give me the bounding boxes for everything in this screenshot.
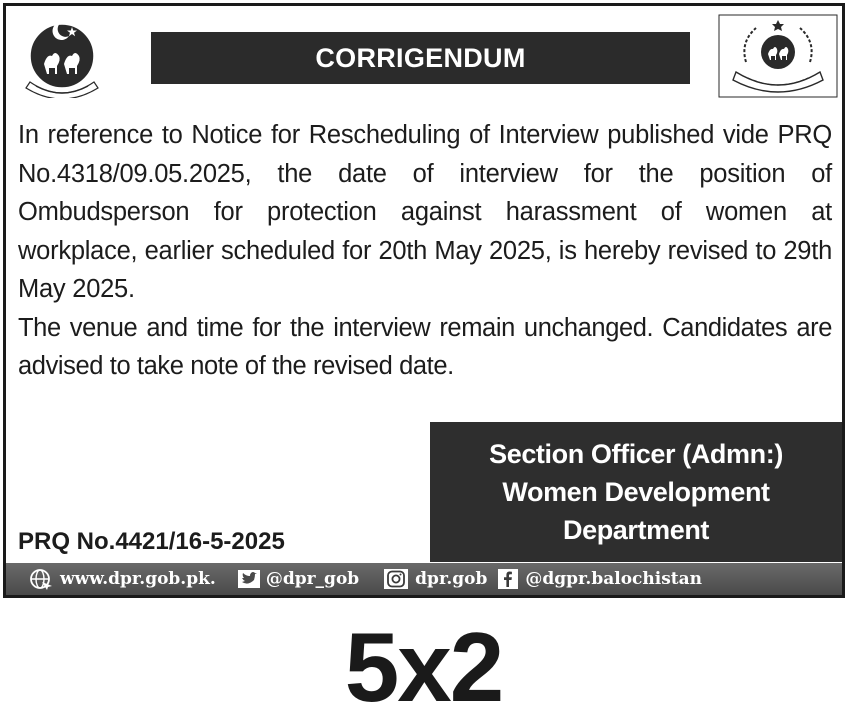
notice-body [18, 116, 832, 386]
instagram-handle: dpr.gob [415, 569, 488, 589]
social-footer-bar [6, 563, 842, 595]
notice-paragraph-2: The venue and time for the interview remain unchanged. Candidates are advised to take note of the revised date. [18, 313, 832, 380]
signatory-line-2: Women Development [502, 477, 770, 507]
signatory-line-3: Department [562, 515, 710, 545]
dgpr-emblem-logo [718, 14, 838, 98]
footer-instagram [383, 568, 487, 590]
footer-twitter [238, 569, 359, 589]
facebook-handle: @dgpr.balochistan [525, 569, 703, 589]
facebook-icon [497, 568, 519, 590]
advertisement-frame [3, 3, 845, 598]
website-text: www.dpr.gob.pk. [60, 569, 216, 589]
signatory-line-1: Section Officer (Admn:) [489, 439, 783, 469]
footer-website [28, 568, 216, 590]
prq-reference: PRQ No.4421/16-5-2025 [18, 528, 285, 555]
twitter-handle: @dpr_gob [265, 569, 360, 589]
corrigendum-title-bar [151, 32, 690, 84]
footer-facebook [497, 568, 702, 590]
instagram-icon [383, 568, 409, 590]
notice-paragraph-1: In reference to Notice for Rescheduling of Interview published vide PRQ No.4318/09.05.2025, the date of interview for the position of Ombudsperson for protection against harassment of women at workplace, earlier scheduled for 20th May 2025, is hereby revised to 29th May 2025. [18, 121, 832, 303]
twitter-bird-icon [238, 570, 260, 588]
balochistan-emblem-logo [16, 12, 108, 98]
globe-icon [28, 568, 54, 590]
notice-title: CORRIGENDUM [315, 42, 526, 73]
signatory-block [430, 422, 842, 562]
ad-size-label: 5x2 [344, 612, 503, 722]
